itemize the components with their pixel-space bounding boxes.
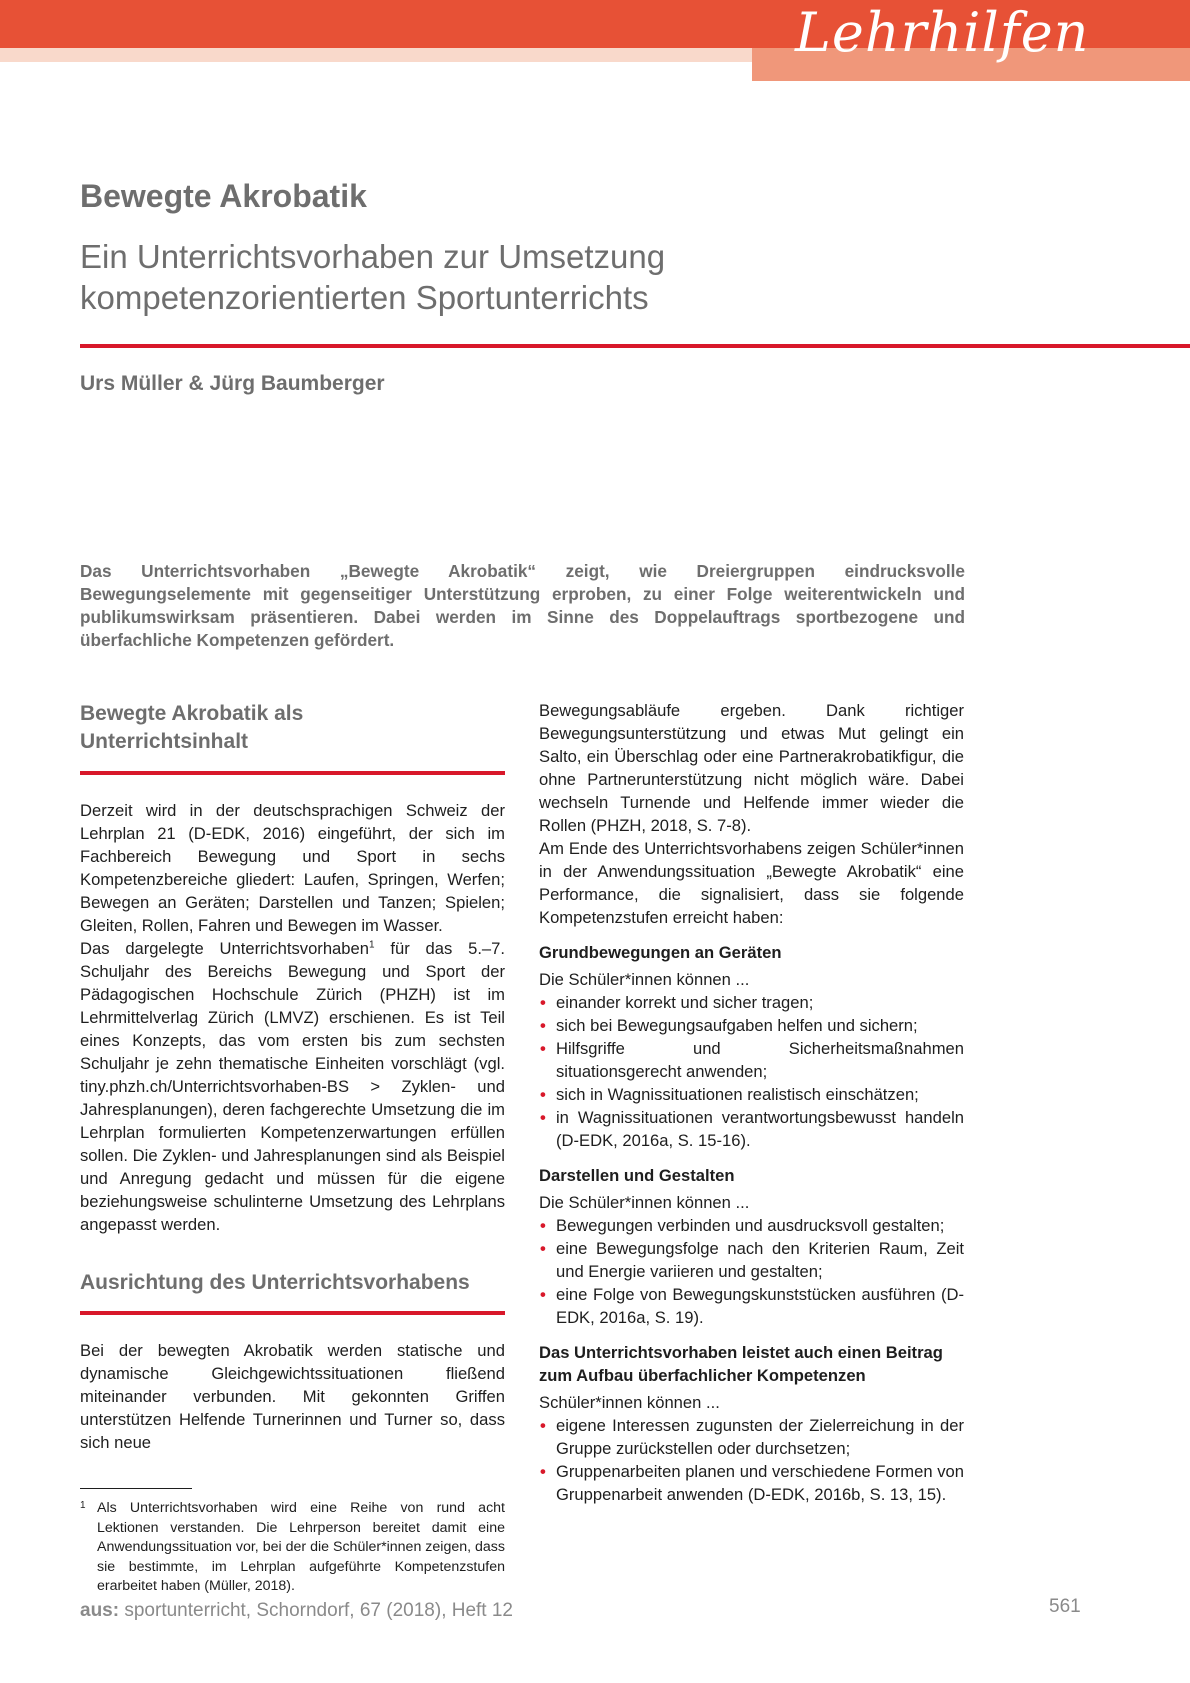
paragraph: Bei der bewegten Akrobatik werden statische und dynamische Gleichgewichtssituationen fließend miteinander verbunden. Mit gekonnten Griffen unterstützen Helfende Turnerinnen und Turner so, dass sich neue (80, 1341, 505, 1452)
footer-source-label: aus: (80, 1600, 120, 1621)
list-item (539, 1014, 964, 1037)
competence-intro: Die Schüler*innen können ... (539, 970, 750, 989)
bullet-icon: • (540, 1462, 546, 1481)
competence-intro: Schüler*innen können ... (539, 1393, 720, 1412)
section-divider (80, 771, 505, 775)
article-subtitle: Ein Unterrichtsvorhaben zur Umsetzung kompetenzorientierten Sportunterrichts (80, 238, 666, 316)
list-item-text: Bewegungen verbinden und ausdrucksvoll gestalten; (556, 1216, 945, 1235)
title-divider (80, 344, 1190, 348)
list-item (539, 1106, 964, 1152)
list-item-text: in Wagnissituationen verantwortungsbewusst handeln (D-EDK, 2016a, S. 15-16). (556, 1108, 964, 1150)
footer-source (80, 1600, 513, 1622)
bullet-icon: • (540, 1239, 546, 1258)
paragraph: Derzeit wird in der deutschsprachigen Schweiz der Lehrplan 21 (D-EDK, 2016) eingeführt, der sich im Fachbereich Bewegung und Sport in sechs Kompetenzbereiche gliedert: Laufen, Springen, Werfen; Bewegen an Geräten; Darstellen und Tanzen; Spielen; Gleiten, Rollen, Fahren und Bewegen im Wasser. (80, 801, 505, 935)
list-item (539, 1237, 964, 1283)
bullet-icon: • (540, 1416, 546, 1435)
competence-block (539, 1341, 964, 1506)
paragraph: Bewegungsabläufe ergeben. Dank richtiger Bewegungsunterstützung und etwas Mut gelingt ein Salto, ein Überschlag oder eine Partnerakrobatikfigur, die ohne Partnerunterstützung nicht möglich wäre. Dabei wechseln Turnende und Helfende immer wieder die Rollen (PHZH, 2018, S. 7-8). (539, 701, 964, 835)
page-number: 561 (1049, 1596, 1081, 1617)
competence-heading: Grundbewegungen an Geräten (539, 943, 782, 962)
bullet-icon: • (540, 1085, 546, 1104)
list-item-text: eine Folge von Bewegungskunststücken ausführen (D-EDK, 2016a, S. 19). (556, 1285, 964, 1327)
list-item (539, 1083, 964, 1106)
bullet-icon: • (540, 1216, 546, 1235)
list-item-text: sich bei Bewegungsaufgaben helfen und sichern; (556, 1016, 918, 1035)
footnote-ref[interactable]: 1 (368, 939, 375, 951)
list-item-text: einander korrekt und sicher tragen; (556, 993, 814, 1012)
bullet-icon: • (540, 1285, 546, 1304)
bullet-icon: • (540, 993, 546, 1012)
list-item (539, 1037, 964, 1083)
list-item-text: Hilfsgriffe und Sicherheitsmaßnahmen situationsgerecht anwenden; (556, 1039, 964, 1081)
footnote-number: 1 (80, 1500, 86, 1511)
left-column (80, 700, 505, 1597)
list-item (539, 1460, 964, 1506)
section-brand-label: Lehrhilfen (795, 1, 1090, 64)
bullet-icon: • (540, 1016, 546, 1035)
list-item (539, 1414, 964, 1460)
header-band-light (0, 48, 752, 62)
competence-heading: Das Unterrichtsvorhaben leistet auch einen Beitrag zum Aufbau überfachlicher Kompetenzen (539, 1343, 943, 1385)
footnote-divider (80, 1488, 192, 1489)
list-item (539, 1214, 964, 1237)
bullet-icon: • (540, 1108, 546, 1127)
section-divider (80, 1311, 505, 1315)
right-column (539, 699, 964, 1506)
competence-list (539, 1414, 964, 1506)
list-item-text: eine Bewegungsfolge nach den Kriterien Raum, Zeit und Energie variieren und gestalten; (556, 1239, 964, 1281)
competence-intro: Die Schüler*innen können ... (539, 1193, 750, 1212)
footnote-text: Als Unterrichtsvorhaben wird eine Reihe von rund acht Lektionen verstanden. Die Lehrperson bereitet damit eine Anwendungssituation vor, bei der die Schüler*innen zeigen, dass sie bestimmte, im Lehrplan aufgeführte Kompetenzstufen erarbeitet haben (Müller, 2018). (97, 1500, 505, 1594)
article-authors: Urs Müller & Jürg Baumberger (80, 372, 385, 395)
competence-block (539, 941, 964, 1152)
footer-source-text: sportunterricht, Schorndorf, 67 (2018), Heft 12 (119, 1600, 514, 1621)
competence-heading: Darstellen und Gestalten (539, 1166, 735, 1185)
list-item (539, 1283, 964, 1329)
competence-list (539, 991, 964, 1152)
bullet-icon: • (540, 1039, 546, 1058)
paragraph-text: Das dargelegte Unterrichtsvorhaben (80, 939, 369, 958)
section-heading-inhalt: Bewegte Akrobatik als Unterrichtsinhalt (80, 702, 304, 753)
footnote (80, 1499, 505, 1597)
competence-block (539, 1164, 964, 1329)
paragraph-with-footnote (80, 937, 505, 1236)
article-lead: Das Unterrichtsvorhaben „Bewegte Akrobatik“ zeigt, wie Dreiergruppen eindrucksvolle Bewegungselemente mit gegenseitiger Unterstützung erproben, zu einer Folge weiterentwickeln und publikumswirksam präsentieren. Dabei werden im Sinne des Doppelauftrags sportbezogene und überfachliche Kompetenzen gefördert. (80, 561, 965, 650)
list-item (539, 991, 964, 1014)
paragraph-text: für das 5.–7. Schuljahr des Bereichs Bewegung und Sport der Pädagogischen Hochschule Zürich (PHZH) ist im Lehrmittelverlag Zürich (LMVZ) erschienen. Es ist Teil eines Konzepts, das vom ersten bis zum sechsten Schuljahr je zehn thematische Einheiten vorschlägt (vgl. tiny.phzh.ch/Unterrichtsvorhaben-BS > Zyklen- und Jahresplanungen), deren fachgerechte Umsetzung die im Lehrplan formulierten Kompetenzerwartungen erfüllen sollen. Die Zyklen- und Jahresplanungen sind als Beispiel und Anregung gedacht und müssen für die eigene beziehungsweise schulinterne Umsetzung des Lehrplans angepasst werden. (80, 939, 506, 1234)
list-item-text: Gruppenarbeiten planen und verschiedene Formen von Gruppenarbeit anwenden (D-EDK, 2016b, S. 13, 15). (556, 1462, 964, 1504)
paragraph: Am Ende des Unterrichtsvorhabens zeigen Schüler*innen in der Anwendungssituation „Bewegte Akrobatik“ eine Performance, die signalisiert, dass sie folgende Kompetenzstufen erreicht haben: (539, 839, 964, 927)
article-title: Bewegte Akrobatik (80, 178, 367, 214)
list-item-text: sich in Wagnissituationen realistisch einschätzen; (556, 1085, 919, 1104)
section-heading-ausrichtung: Ausrichtung des Unterrichtsvorhabens (80, 1271, 470, 1294)
list-item-text: eigene Interessen zugunsten der Zielerreichung in der Gruppe zurückstellen oder durchsetzen; (556, 1416, 964, 1458)
competence-list (539, 1214, 964, 1329)
